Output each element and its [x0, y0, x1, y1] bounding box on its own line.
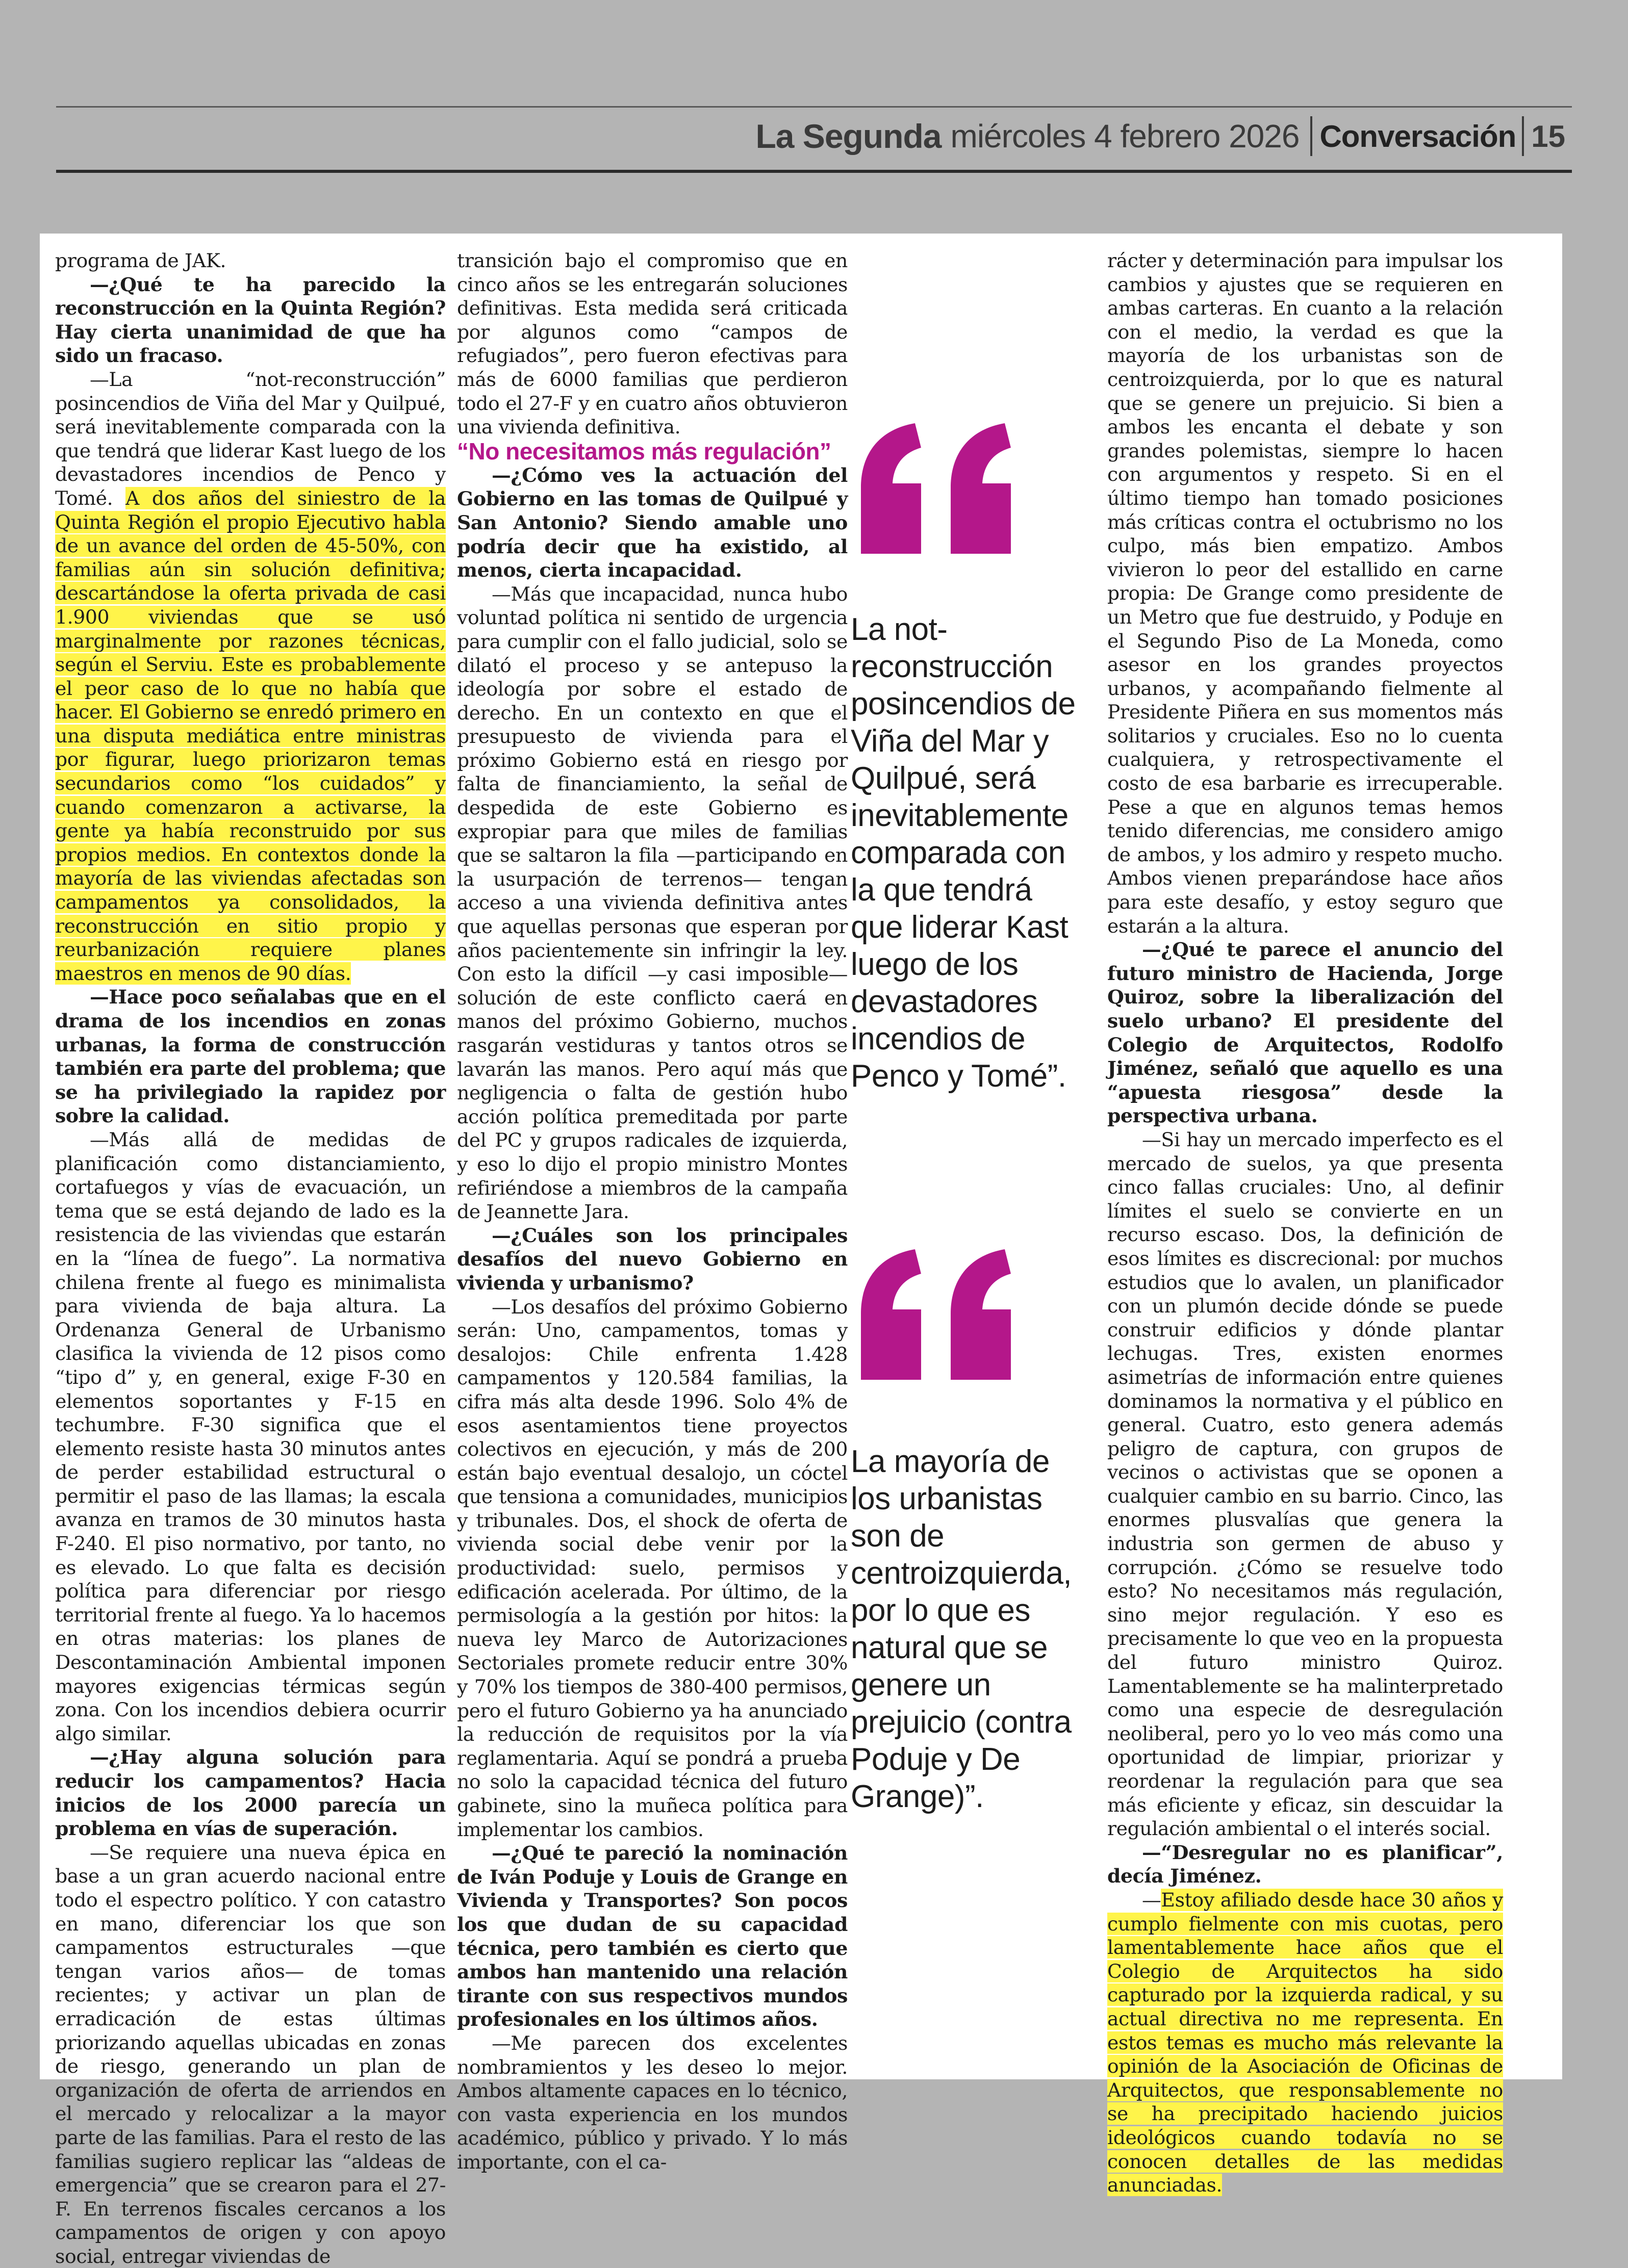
pull-quote-1: La not-reconstrucción posincendios de Viña del Mar y Quilpué, será inevitablemente comparada con la que tendrá que liderar Kast luego de los devastadores incendios de Penco y Tomé”. — [851, 612, 1076, 1094]
paragraph: rácter y determinación para impulsar los cambios y ajustes que se requieren en ambas carteras. En cuanto a la relación con el medio, la verdad es que la mayoría de los urbanistas son de centroizquierda, por lo que es natural que se genere un prejuicio. Si bien a ambos les encanta el debate y son grandes polemistas, siempre lo hacen con argumentos y respeto. Si en el último tiempo han tomado posiciones más críticas contra el octubrismo no los culpo, más bien empatizo. Ambos vivieron lo peor del estallido en carne propia: De Grange como presidente de un Metro que fue destruido, y Poduje en el Segundo Piso de La Moneda, como asesor en los grandes proyectos urbanos, y acompañando fielmente al Presidente Piñera en sus momentos más solitarios y cruciales. Eso no lo cuenta cualquiera, y retrospectivamente el costo de esa barbarie es irrecuperable. Pese a que en algunos temas hemos tenido diferencias, me considero amigo de ambos, y los admiro y respeto mucho. Ambos vienen preparándose hace años para este desafío, y estoy seguro que estarán a la altura. — [1107, 249, 1503, 937]
interview-question: —¿Qué te parece el anuncio del futuro ministro de Hacienda, Jorge Quiroz, sobre la liberalización del suelo urbano? El presidente del Colegio de Arquitectos, Rodolfo Jiménez, señaló que aquello es una “apuesta riesgosa” desde la perspectiva urbana. — [1107, 938, 1503, 1127]
interview-answer: —Más allá de medidas de planificación como distanciamiento, cortafuegos y vías de evacuación, un tema que se está dejando de lado es la resistencia de las viviendas que estarán en la “línea de fuego”. La normativa chilena frente al fuego es minimalista para vivienda de baja altura. La Ordenanza General de Urbanismo clasifica la vivienda de 12 pisos como “tipo d” y, en general, exige F-30 en elementos soportantes y F-15 en techumbre. F-30 significa que el elemento resiste hasta 30 minutos antes de perder estabilidad estructural o permitir el paso de las llamas; la escala avanza en tramos de 30 minutos hasta F-240. El piso normativo, por tanto, no es elevado. Lo que falta es decisión política para diferenciar por riesgo territorial frente al fuego. Ya lo hacemos en otras materias: los planes de Descontaminación Ambiental imponen mayores exigencias térmicas según zona. Con los incendios debiera ocurrir algo similar. — [55, 1128, 446, 1745]
quotation-mark-icon — [850, 422, 1023, 555]
page-number: 15 — [1531, 119, 1565, 153]
page-header — [755, 113, 1565, 159]
interview-question: —¿Qué te pareció la nominación de Iván Poduje y Louis de Grange en Vivienda y Transportes? Son pocos los que dudan de su capacidad técnica, pero también es cierto que ambos han mantenido una relación tirante con sus respectivos mundos profesionales en los últimos años. — [457, 1842, 848, 2031]
article-column-4 — [1107, 249, 1503, 2197]
quotation-mark-icon — [850, 1248, 1023, 1381]
interview-answer: —Los desafíos del próximo Gobierno serán: Uno, campamentos, tomas y desalojos: Chile enfrenta 1.428 campamentos y 120.584 familias, la cifra más alta desde 1996. Solo 4% de esos asentamientos tiene proyectos colectivos en ejecución, y más de 200 están bajo eventual desalojo, un cóctel que tensiona a comunidades, municipios y tribunales. Dos, el shock de oferta de vivienda social debe venir por la productividad: suelo, permisos y edificación acelerada. Por último, de la permisología a la gestión por hitos: la nueva ley Marco de Autorizaciones Sectoriales promete reducir entre 30% y 70% los tiempos de 380-400 permisos, pero el futuro Gobierno ya ha anunciado la reducción de requisitos por la vía reglamentaria. Aquí se pondrá a prueba no solo la capacidad técnica del futuro gabinete, sino la muñeca política para implementar los cambios. — [457, 1295, 848, 1841]
interview-answer: —Me parecen dos excelentes nombramientos y les deseo lo mejor. Ambos altamente capaces en lo técnico, con vasta experiencia en los mundos académico, público y privado. Y lo más importante, con el ca- — [457, 2031, 848, 2173]
pull-quote-2: La mayoría de los urbanistas son de centroizquierda, por lo que es natural que se genere un prejuicio (contra Poduje y De Grange)”. — [851, 1444, 1072, 1814]
publication-name: La Segunda — [755, 117, 942, 155]
publication-date: miércoles 4 febrero 2026 — [950, 118, 1300, 154]
interview-question: —¿Hay alguna solución para reducir los campamentos? Hacia inicios de los 2000 parecía un problema en vías de superación. — [55, 1746, 446, 1840]
interview-question: —¿Qué te ha parecido la reconstrucción en la Quinta Región? Hay cierta unanimidad de que ha sido un fracaso. — [55, 273, 446, 367]
highlighted-text: A dos años del siniestro de la Quinta Región el propio Ejecutivo habla de un avance del orden de 45-50%, con familias aún sin solución definitiva; descartándose la oferta privada de casi 1.900 viviendas que se usó marginalmente por razones técnicas, según el Serviu. Este es probablemente el peor caso de lo que no había que hacer. El Gobierno se enredó primero en una disputa mediática entre ministras por figurar, luego priorizaron temas secundarios como “los cuidados” y cuando comenzaron a activarse, la gente ya había reconstruido por sus propios medios. En contextos donde la mayoría de las viviendas afectadas son campamentos ya consolidados, la reconstrucción en sitio propio y reurbanización requiere planes maestros en menos de 90 días. — [55, 486, 446, 985]
article-page — [40, 234, 1562, 2267]
highlighted-text: Estoy afiliado desde hace 30 años y cumplo fielmente con mis cuotas, pero lamentablemente hace años que el Colegio de Arquitectos ha sido capturado por la izquierda radical, y su actual directiva no me representa. En estos temas es mucho más relevante la opinión de la Asociación de Oficinas de Arquitectos, que responsablemente no se ha precipitado haciendo juicios ideológicos cuando todavía no se conocen detalles de las medidas anunciadas. — [1107, 1888, 1503, 2197]
interview-answer: —Si hay un mercado imperfecto es el mercado de suelos, ya que presenta cinco fallas cruciales: Uno, al definir límites el suelo se convierte en un recurso escaso. Dos, la definición de esos límites es discrecional: por muchos estudios que lo avalen, un planificador con un plumón decide dónde se puede construir edificios y dónde plantar lechugas. Tres, existen enormes asimetrías de información entre quienes dominamos la normativa y el público en general. Cuatro, esto genera además peligro de captura, con grupos de vecinos o activistas que se oponen a cualquier cambio en su barrio. Cinco, las enormes plusvalías que genera la industria son germen de abuso y corrupción. ¿Cómo se resuelve todo esto? No necesitamos más regulación, sino mejor regulación. Y eso es precisamente lo que veo en la propuesta del futuro ministro Quiroz. Lamentablemente se ha malinterpretado como una especie de desregulación neoliberal, pero yo lo veo más como una oportunidad de limpiar, priorizar y reordenar la regulación para que sea más eficiente y eficaz, sin descuidar la regulación ambiental o el interés social. — [1107, 1128, 1503, 1840]
interview-answer: —Más que incapacidad, nunca hubo voluntad política ni sentido de urgencia para cumplir con el fallo judicial, solo se dilató el proceso y se antepuso la ideología por sobre el estado de derecho. En un contexto en que el presupuesto de vivienda para el próximo Gobierno está en riesgo por falta de financiamiento, la señal de despedida de este Gobierno es expropiar para que miles de familias que se saltaron la fila —participando en la usurpación de terrenos— tengan acceso a una vivienda definitiva antes que aquellas personas que esperan por años pacientemente sin infringir la ley. Con esto la difícil —y casi imposible— solución de este conflicto caerá en manos del próximo Gobierno, muchos rasgarán vestiduras y tantos otros se lavarán las manos. Pero aquí más que negligencia o falta de gestión hubo acción política premeditada por parte del PC y grupos radicales de izquierda, y eso lo dijo el propio ministro Montes refiriéndose a miembros de la campaña de Jeannette Jara. — [457, 582, 848, 1223]
answer-text: —La “not-reconstrucción” posincendios de Viña del Mar y Quilpué, será inevitablemente comparada con la que tendrá que liderar Kast luego de los devastadores incendios de Penco y Tomé. — [55, 368, 446, 509]
header-divider — [1522, 116, 1524, 156]
paragraph: programa de JAK. — [55, 249, 226, 272]
interview-answer — [55, 368, 446, 985]
section-name: Conversación — [1319, 119, 1516, 153]
interview-question: —¿Cuáles son los principales desafíos del nuevo Gobierno en vivienda y urbanismo? — [457, 1224, 848, 1294]
interview-question: —¿Cómo ves la actuación del Gobierno en las tomas de Quilpué y San Antonio? Siendo amable uno podría decir que ha existido, al menos, cierta incapacidad. — [457, 463, 848, 582]
interview-answer: —Se requiere una nueva épica en base a un gran acuerdo nacional entre todo el espectro político. Y con catastro en mano, diferenciar los que son campamentos estructurales —que tengan varios años— de tomas recientes; y activar un plan de erradicación de estas últimas priorizando aquellas ubicadas en zonas de riesgo, generando un plan de organización de oferta de arriendos en el mercado y relocalizar a la mayor parte de las familias. Para el resto de las familias sugiero replicar las “aldeas de emergencia” que se crearon para el 27-F. En terrenos fiscales cercanos a los campamentos de origen y con apoyo social, entregar viviendas de — [55, 1841, 446, 2267]
article-column-2 — [457, 249, 848, 2174]
header-bottom-rule — [56, 170, 1572, 173]
section-subhead: “No necesitamos más regulación” — [457, 437, 831, 465]
interview-question: —“Desregular no es planificar”, decía Jiménez. — [1107, 1841, 1503, 1888]
interview-answer — [1107, 1888, 1503, 2197]
interview-question: —Hace poco señalabas que en el drama de los incendios en zonas urbanas, la forma de construcción también era parte del problema; que se ha privilegiado la rapidez por sobre la calidad. — [55, 986, 446, 1127]
paragraph: transición bajo el compromiso que en cinco años se les entregarán soluciones definitivas. Esta medida será criticada por algunos como “campos de refugiados”, pero fueron efectivas para más de 6000 familias que perdieron todo el 27-F y en cuatro años obtuvieron una vivienda definitiva. — [457, 249, 848, 439]
header-divider — [1310, 116, 1312, 156]
article-column-1 — [55, 249, 446, 2268]
answer-dash: — — [1142, 1888, 1161, 1911]
header-top-rule — [56, 106, 1572, 108]
